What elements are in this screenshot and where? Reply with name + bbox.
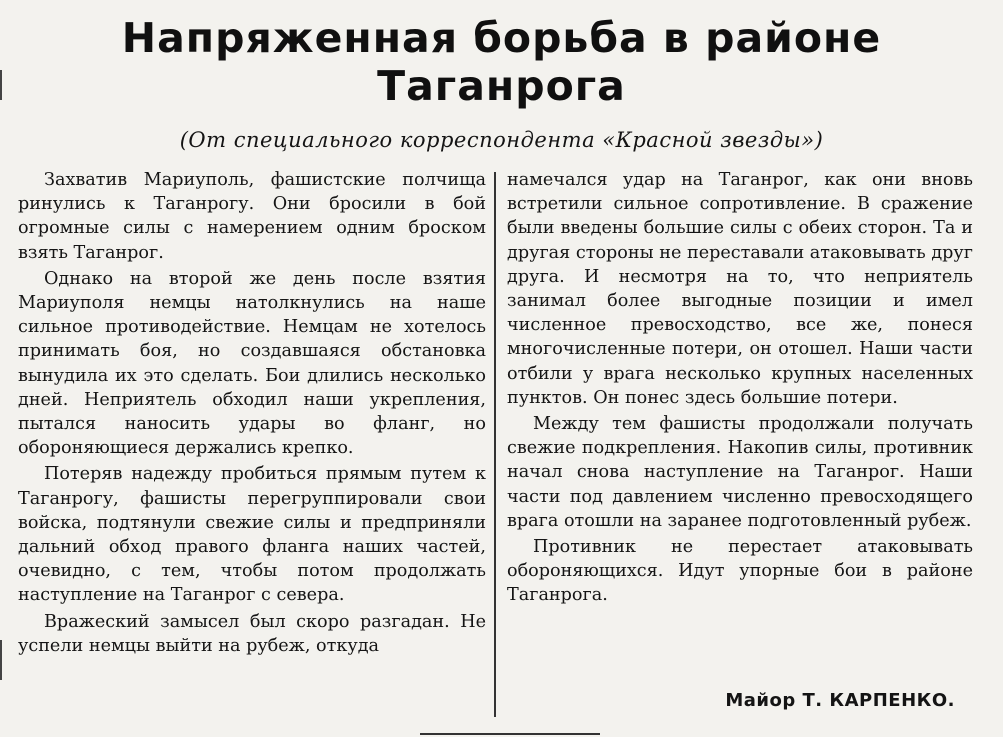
paragraph: Потеряв надежду пробиться прямым путем к Таганрогу, фашисты перегруппировали свои войска, подтянули свежие силы и предприняли дальний обход правого фланга наших частей, очевидно, с тем, чтобы потом продолжать наступление на Таганрог с севера. xyxy=(18,464,486,606)
author-signature: Майор Т. КАРПЕНКО. xyxy=(725,690,955,711)
paragraph: Вражеский замысел был скоро разгадан. Не успели немцы выйти на рубеж, откуда xyxy=(18,611,486,656)
article-column-left xyxy=(18,168,486,658)
paragraph: намечался удар на Таганрог, как они вновь встретили сильное сопротивление. В сражение были введены большие силы с обеих сторон. Та и другая стороны не переставали атаковывать друг друга. И несмотря на то, что неприятель занимал более выгодные позиции и имел численное превосходство, все же, понеся многочисленные потери, он отошел. Наши части отбили у врага несколько крупных населенных пунктов. Он понес здесь большие потери. xyxy=(507,170,973,408)
article-column-right xyxy=(507,168,973,608)
paragraph: Между тем фашисты продолжали получать свежие подкрепления. Накопив силы, противник начал снова наступление на Таганрог. Наши части под давлением численно превосходящего врага отошли на заранее подготовленный рубеж. xyxy=(507,414,973,531)
page-edge-mark xyxy=(0,640,2,680)
paragraph: Противник не перестает атаковывать обороняющихся. Идут упорные бои в районе Таганрога. xyxy=(507,537,973,606)
paragraph: Однако на второй же день после взятия Мариуполя немцы натолкнулись на наше сильное противодействие. Немцам не хотелось принимать боя, но создавшаяся обстановка вынудила их это сделать. Бои длились несколько дней. Неприятель обходил наши укрепления, пытался наносить удары во фланг, но обороняющиеся держались крепко. xyxy=(18,268,486,459)
article-byline: (От специального корреспондента «Красной звезды») xyxy=(179,128,824,152)
bottom-rule xyxy=(420,733,600,735)
column-divider xyxy=(494,172,496,717)
article-headline: Напряженная борьба в районе Таганрога xyxy=(121,14,882,110)
page-edge-mark xyxy=(0,70,2,100)
paragraph: Захватив Мариуполь, фашистские полчища ринулись к Таганрогу. Они бросили в бой огромные силы с намерением одним броском взять Таганрог. xyxy=(18,170,486,263)
